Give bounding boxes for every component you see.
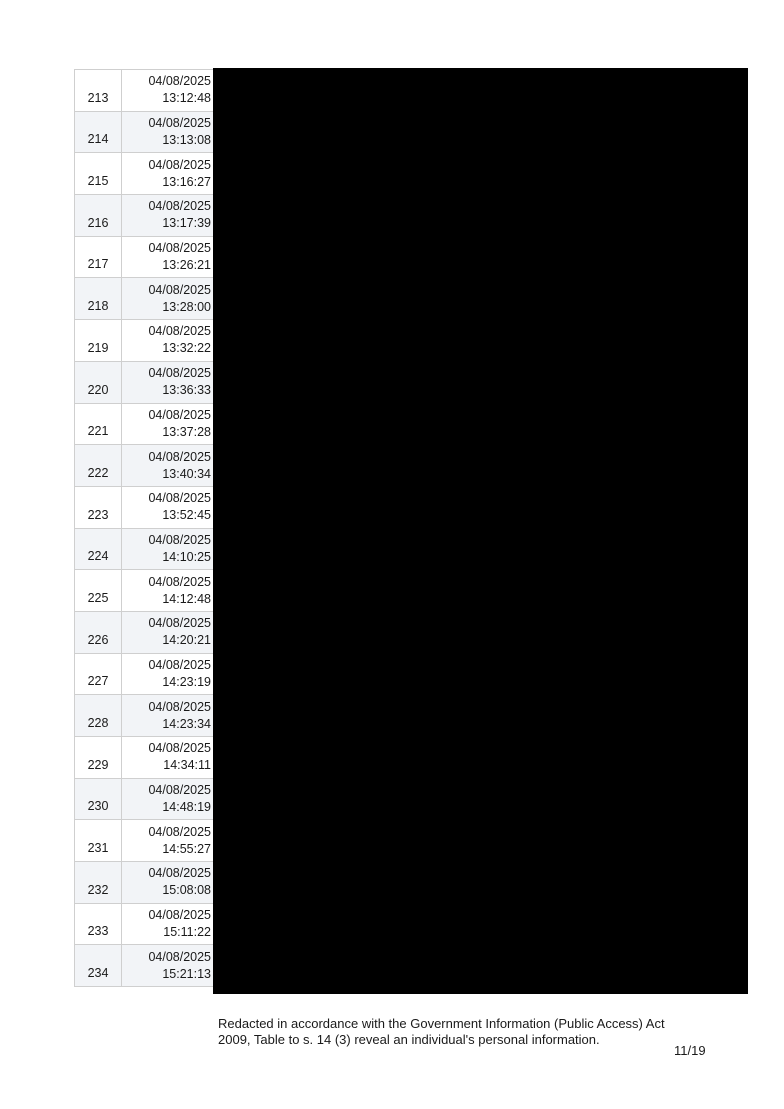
datetime-cell [122,278,215,319]
datetime-cell [122,320,215,361]
date-text: 04/08/2025 [148,157,211,172]
row-number-cell: 228 [75,695,122,736]
redaction-note-line-1: Redacted in accordance with the Government Information (Public Access) Act [218,1016,665,1031]
date-text: 04/08/2025 [148,699,211,714]
date-text: 04/08/2025 [148,824,211,839]
time-text: 13:40:34 [162,466,211,481]
time-text: 13:37:28 [162,424,211,439]
datetime-cell [122,945,215,986]
table-row [75,445,215,487]
date-text: 04/08/2025 [148,407,211,422]
date-text: 04/08/2025 [148,657,211,672]
table-row [75,487,215,529]
row-number-cell: 223 [75,487,122,528]
datetime-cell [122,529,215,570]
time-text: 14:34:11 [163,758,211,773]
row-number-cell: 230 [75,779,122,820]
date-text: 04/08/2025 [148,491,211,506]
table-row [75,695,215,737]
datetime-cell [122,904,215,945]
time-text: 13:17:39 [162,216,211,231]
page-number: 11/19 [674,1043,706,1058]
datetime-cell [122,195,215,236]
datetime-cell [122,445,215,486]
time-text: 14:10:25 [162,549,211,564]
row-number-cell: 217 [75,237,122,278]
datetime-cell [122,153,215,194]
datetime-cell [122,570,215,611]
table-row [75,195,215,237]
time-text: 13:12:48 [162,91,211,106]
row-number-cell: 234 [75,945,122,986]
date-text: 04/08/2025 [148,574,211,589]
date-text: 04/08/2025 [148,116,211,131]
row-number-cell: 216 [75,195,122,236]
date-text: 04/08/2025 [148,949,211,964]
time-text: 14:48:19 [162,800,211,815]
time-text: 14:20:21 [162,633,211,648]
date-text: 04/08/2025 [148,532,211,547]
time-text: 14:23:19 [162,674,211,689]
datetime-cell [122,362,215,403]
time-text: 14:12:48 [162,591,211,606]
row-number-cell: 219 [75,320,122,361]
table-row [75,737,215,779]
time-text: 13:13:08 [162,133,211,148]
time-text: 13:52:45 [162,508,211,523]
datetime-cell [122,654,215,695]
table-row [75,362,215,404]
time-text: 15:11:22 [163,925,211,940]
time-text: 14:55:27 [162,841,211,856]
table-row [75,612,215,654]
datetime-cell [122,487,215,528]
date-text: 04/08/2025 [148,866,211,881]
table-row [75,529,215,571]
datetime-cell [122,112,215,153]
table-row [75,237,215,279]
date-text: 04/08/2025 [148,241,211,256]
row-number-cell: 214 [75,112,122,153]
row-number-cell: 225 [75,570,122,611]
date-text: 04/08/2025 [148,74,211,89]
time-text: 14:23:34 [162,716,211,731]
redaction-note-line-2: 2009, Table to s. 14 (3) reveal an individual's personal information. [218,1032,600,1047]
row-number-cell: 226 [75,612,122,653]
datetime-cell [122,404,215,445]
table-row [75,404,215,446]
date-text: 04/08/2025 [148,449,211,464]
row-number-cell: 218 [75,278,122,319]
date-text: 04/08/2025 [148,783,211,798]
time-text: 13:28:00 [162,299,211,314]
row-number-cell: 227 [75,654,122,695]
table-row [75,320,215,362]
datetime-cell [122,695,215,736]
datetime-cell [122,737,215,778]
row-number-cell: 232 [75,862,122,903]
datetime-cell [122,70,215,111]
row-number-cell: 215 [75,153,122,194]
time-text: 15:21:13 [162,966,211,981]
datetime-cell [122,237,215,278]
time-text: 13:32:22 [162,341,211,356]
records-table [74,69,215,987]
datetime-cell [122,779,215,820]
date-text: 04/08/2025 [148,366,211,381]
row-number-cell: 231 [75,820,122,861]
redaction-block [213,68,748,994]
date-text: 04/08/2025 [148,324,211,339]
row-number-cell: 233 [75,904,122,945]
time-text: 15:08:08 [162,883,211,898]
date-text: 04/08/2025 [148,741,211,756]
table-row [75,278,215,320]
table-row [75,654,215,696]
date-text: 04/08/2025 [148,199,211,214]
date-text: 04/08/2025 [148,616,211,631]
row-number-cell: 213 [75,70,122,111]
table-row [75,945,215,987]
time-text: 13:36:33 [162,383,211,398]
table-row [75,153,215,195]
row-number-cell: 224 [75,529,122,570]
table-row [75,904,215,946]
table-row [75,70,215,112]
date-text: 04/08/2025 [148,908,211,923]
datetime-cell [122,820,215,861]
row-number-cell: 221 [75,404,122,445]
time-text: 13:26:21 [162,258,211,273]
table-row [75,779,215,821]
row-number-cell: 222 [75,445,122,486]
row-number-cell: 229 [75,737,122,778]
table-row [75,862,215,904]
row-number-cell: 220 [75,362,122,403]
datetime-cell [122,612,215,653]
time-text: 13:16:27 [162,174,211,189]
table-row [75,570,215,612]
table-row [75,820,215,862]
redaction-note [218,1016,688,1048]
date-text: 04/08/2025 [148,282,211,297]
datetime-cell [122,862,215,903]
table-row [75,112,215,154]
